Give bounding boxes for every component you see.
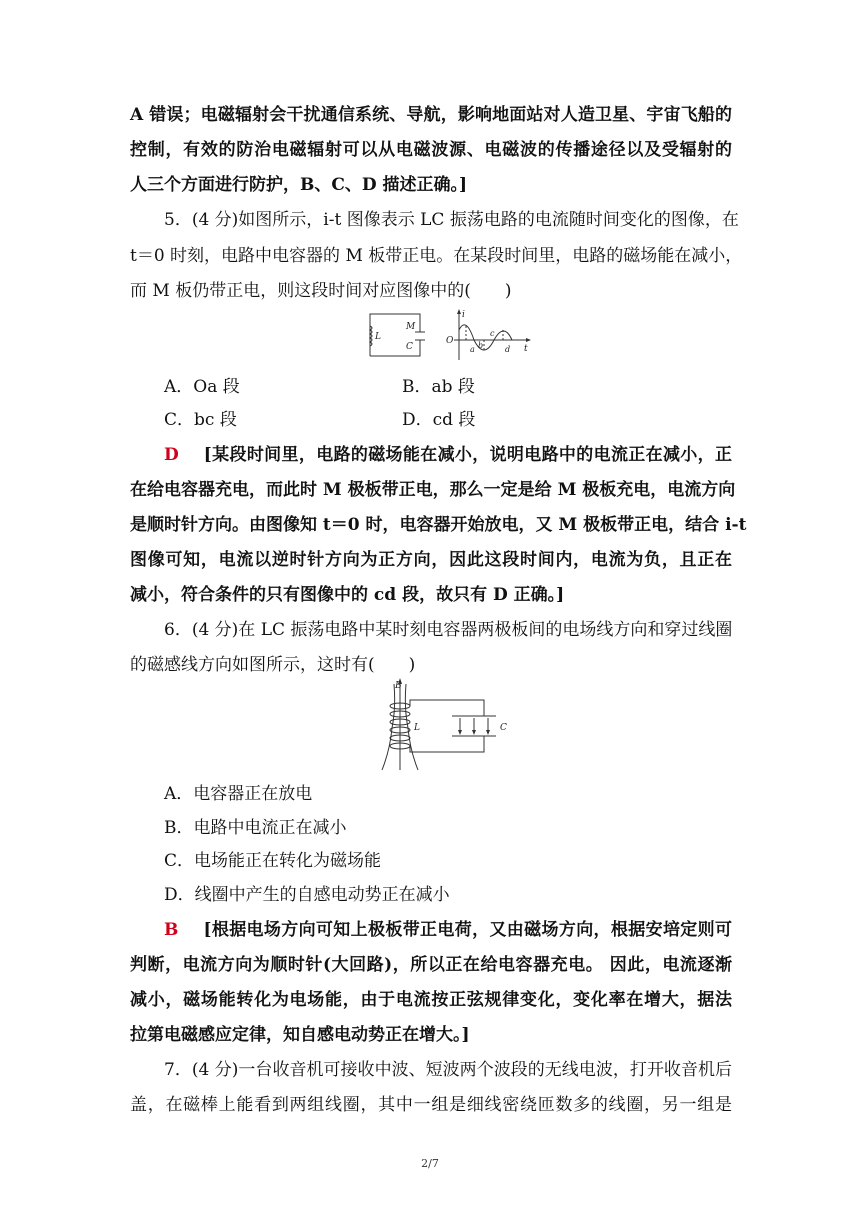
q6-field-label: B <box>395 681 402 691</box>
q5-plate-m-label: M <box>406 322 416 332</box>
q6-option-d: D．线圈中产生的自感电动势正在减小 <box>164 885 450 905</box>
q6-option-b: B．电路中电流正在减小 <box>164 818 347 838</box>
q5-x-axis-label: t <box>524 344 528 354</box>
q7-stem-line-2: 盖，在磁棒上能看到两组线圈，其中一组是细线密绕匝数多的线圈，另一组是 <box>130 1095 732 1115</box>
q5-answer-line-2: 在给电容器充电，而此时 M 极板带正电，那么一定是给 M 极板充电，电流方向 <box>130 480 736 500</box>
q5-option-a: A．Oa 段 <box>164 377 240 397</box>
q7-stem-line-1: 7．(4 分)一台收音机可接收中波、短波两个波段的无线电波，打开收音机后 <box>164 1060 732 1080</box>
page-number: 2/7 <box>421 1157 439 1170</box>
q6-stem-line-2: 的磁感线方向如图所示，这时有( ) <box>130 655 416 675</box>
q6-answer-line-1 <box>164 919 732 941</box>
q5-y-axis-label: i <box>462 310 465 320</box>
q5-answer-line-5: 减小，符合条件的只有图像中的 cd 段，故只有 D 正确。] <box>130 585 565 605</box>
q5-capacitor-label: C <box>406 342 413 352</box>
q5-origin-label: O <box>446 336 454 346</box>
q6-answer-line-2: 判断，电流方向为顺时针(大回路)，所以正在给电容器充电。 因此，电流逐渐 <box>130 955 732 975</box>
q6-answer-line-4: 拉第电磁感应定律，知自感电动势正在增大。] <box>130 1025 470 1045</box>
q6-option-c: C．电场能正在转化为磁场能 <box>164 851 382 871</box>
q5-stem-line-3: 而 M 板仍带正电，则这段时间对应图像中的( ) <box>130 281 512 301</box>
q5-point-a: a <box>470 345 475 354</box>
q5-answer-line-4: 图像可知，电流以逆时针方向为正方向，因此这段时间内，电流为负，且正在 <box>130 550 732 570</box>
q6-answer-text-1: [根据电场方向可知上极板带正电荷，又由磁场方向，根据安培定则可 <box>203 920 732 940</box>
q5-figure <box>362 308 542 366</box>
q5-coil-label: L <box>375 332 381 342</box>
q5-option-d: D．cd 段 <box>402 410 476 430</box>
q6-figure <box>374 678 524 774</box>
q6-option-a: A．电容器正在放电 <box>164 784 313 804</box>
q5-answer-text-1: [某段时间里，电路的磁场能在减小，说明电路中的电流正在减小，正 <box>203 445 732 465</box>
q5-stem-line-1: 5．(4 分)如图所示，i-t 图像表示 LC 振荡电路的电流随时间变化的图像，在 <box>164 210 739 230</box>
q5-stem-line-2: t＝0 时刻，电路中电容器的 M 板带正电。在某段时间里，电路的磁场能在减小， <box>130 246 743 266</box>
q5-option-c: C．bc 段 <box>164 410 237 430</box>
q5-point-c: c <box>490 329 495 338</box>
q6-stem-line-1: 6．(4 分)在 LC 振荡电路中某时刻电容器两极板间的电场线方向和穿过线圈 <box>164 620 733 640</box>
q5-answer-line-3: 是顺时针方向。由图像知 t＝0 时，电容器开始放电，又 M 极板带正电，结合 i-t <box>130 515 747 535</box>
prev-answer-line-1: A 错误；电磁辐射会干扰通信系统、导航，影响地面站对人造卫星、宇宙飞船的 <box>130 105 732 125</box>
q6-capacitor-label: C <box>500 723 507 733</box>
prev-answer-line-3: 人三个方面进行防护，B、C、D 描述正确。] <box>130 175 468 195</box>
q6-answer-letter: B <box>164 920 179 940</box>
q5-point-d: d <box>505 345 511 354</box>
q5-answer-letter: D <box>164 445 179 465</box>
prev-answer-line-2: 控制，有效的防治电磁辐射可以从电磁波源、电磁波的传播途径以及受辐射的 <box>130 140 732 160</box>
q5-option-b: B．ab 段 <box>402 377 475 397</box>
q6-answer-line-3: 减小，磁场能转化为电场能，由于电流按正弦规律变化，变化率在增大，据法 <box>130 990 732 1010</box>
q5-answer-line-1 <box>164 444 732 466</box>
q6-coil-label: L <box>414 723 420 733</box>
q5-point-b: b <box>478 341 484 350</box>
